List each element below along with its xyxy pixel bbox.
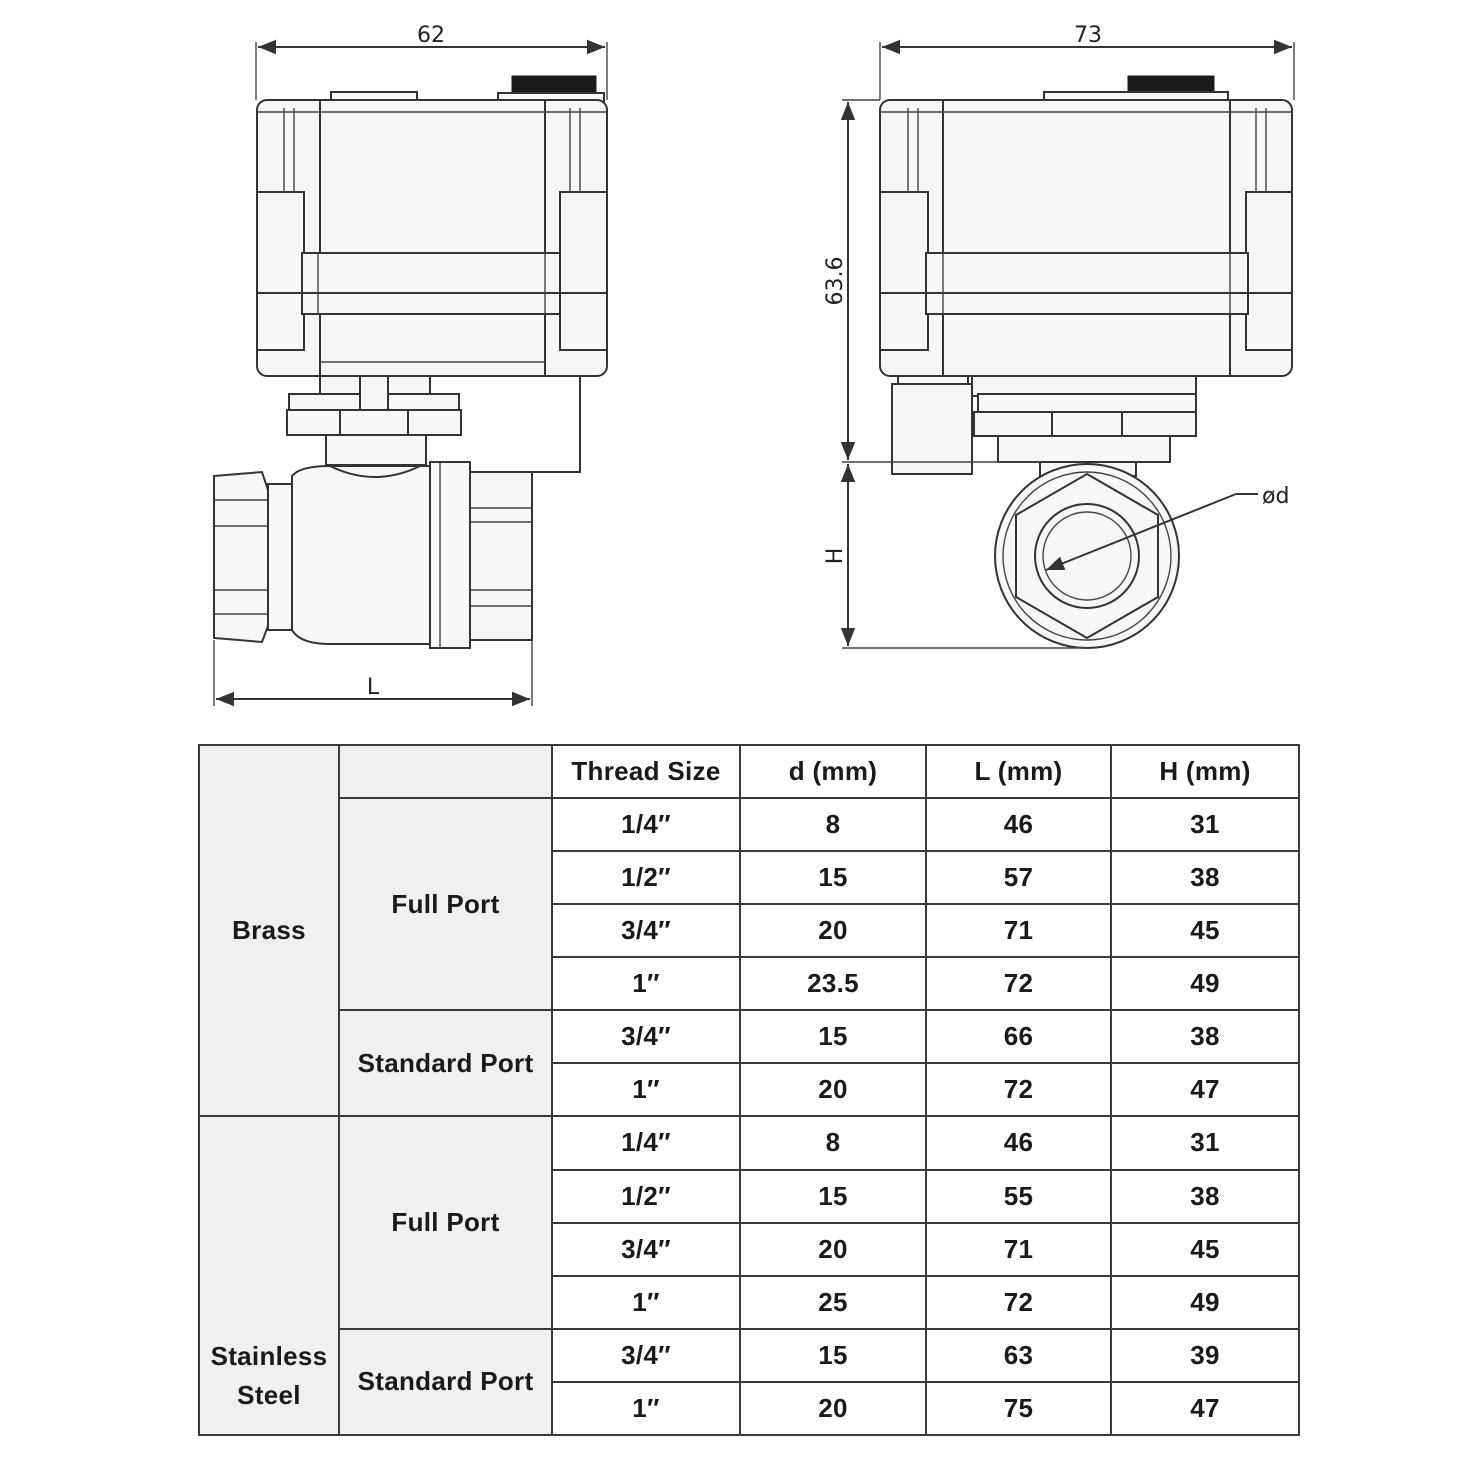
port-cell: Full Port (339, 798, 552, 1010)
dim-label-73: 73 (1074, 23, 1102, 48)
header-L: L (mm) (926, 745, 1111, 798)
l-cell: 46 (926, 1116, 1111, 1169)
d-cell: 25 (740, 1276, 926, 1329)
d-cell: 20 (740, 1063, 926, 1116)
manual-override-knob (512, 76, 596, 94)
d-cell: 15 (740, 851, 926, 904)
dim-label-L: L (366, 675, 380, 700)
h-cell: 31 (1111, 1116, 1299, 1169)
header-H: H (mm) (1111, 745, 1299, 798)
table-row (199, 1010, 1299, 1063)
h-cell: 45 (1111, 904, 1299, 957)
valve-port-end (995, 464, 1179, 648)
dim-label-62: 62 (417, 23, 445, 48)
port-cell: Standard Port (339, 1010, 552, 1116)
dimension-L (214, 640, 532, 706)
dim-label-bore: ød (1262, 484, 1290, 509)
thread-cell: 3/4″ (552, 1329, 740, 1382)
d-cell: 20 (740, 1223, 926, 1276)
l-cell: 57 (926, 851, 1111, 904)
l-cell: 46 (926, 798, 1111, 851)
l-cell: 71 (926, 1223, 1111, 1276)
material-cell: Stainless Steel (199, 1116, 339, 1435)
d-cell: 8 (740, 798, 926, 851)
actuator-housing (257, 100, 607, 376)
d-cell: 15 (740, 1329, 926, 1382)
thread-cell: 3/4″ (552, 1010, 740, 1063)
l-cell: 72 (926, 1276, 1111, 1329)
h-cell: 38 (1111, 1010, 1299, 1063)
h-cell: 45 (1111, 1223, 1299, 1276)
thread-cell: 3/4″ (552, 1223, 740, 1276)
dim-label-63-6: 63.6 (823, 256, 848, 306)
dimension-table (198, 744, 1300, 1436)
d-cell: 20 (740, 1382, 926, 1435)
d-cell: 15 (740, 1010, 926, 1063)
l-cell: 72 (926, 957, 1111, 1010)
l-cell: 75 (926, 1382, 1111, 1435)
port-cell: Standard Port (339, 1329, 552, 1435)
h-cell: 49 (1111, 957, 1299, 1010)
l-cell: 72 (926, 1063, 1111, 1116)
d-cell: 8 (740, 1116, 926, 1169)
thread-cell: 1″ (552, 1276, 740, 1329)
port-cell: Full Port (339, 1116, 552, 1328)
material-cell: Brass (199, 745, 339, 1116)
table-row (199, 1116, 1299, 1169)
l-cell: 63 (926, 1329, 1111, 1382)
thread-cell: 1/4″ (552, 1116, 740, 1169)
header-thread-size: Thread Size (552, 745, 740, 798)
table-header-row (199, 745, 1299, 798)
thread-cell: 1″ (552, 957, 740, 1010)
h-cell: 47 (1111, 1382, 1299, 1435)
actuator-housing-end (880, 100, 1292, 376)
h-cell: 47 (1111, 1063, 1299, 1116)
d-cell: 23.5 (740, 957, 926, 1010)
l-cell: 55 (926, 1170, 1111, 1223)
h-cell: 38 (1111, 851, 1299, 904)
thread-cell: 1″ (552, 1063, 740, 1116)
side-view (214, 23, 607, 706)
thread-cell: 1″ (552, 1382, 740, 1435)
thread-cell: 1/4″ (552, 798, 740, 851)
header-cell (339, 745, 552, 798)
h-cell: 49 (1111, 1276, 1299, 1329)
header-d: d (mm) (740, 745, 926, 798)
l-cell: 71 (926, 904, 1111, 957)
thread-cell: 1/2″ (552, 851, 740, 904)
h-cell: 31 (1111, 798, 1299, 851)
table-row (199, 798, 1299, 851)
dim-label-H: H (823, 547, 848, 565)
mounting-bracket-end (892, 376, 1196, 476)
h-cell: 39 (1111, 1329, 1299, 1382)
d-cell: 15 (740, 1170, 926, 1223)
end-view (823, 23, 1294, 648)
mounting-bracket (287, 376, 580, 472)
dimension-73 (880, 23, 1294, 100)
d-cell: 20 (740, 904, 926, 957)
thread-cell: 3/4″ (552, 904, 740, 957)
thread-cell: 1/2″ (552, 1170, 740, 1223)
valve-body (214, 462, 532, 648)
table-row (199, 1329, 1299, 1382)
l-cell: 66 (926, 1010, 1111, 1063)
h-cell: 38 (1111, 1170, 1299, 1223)
